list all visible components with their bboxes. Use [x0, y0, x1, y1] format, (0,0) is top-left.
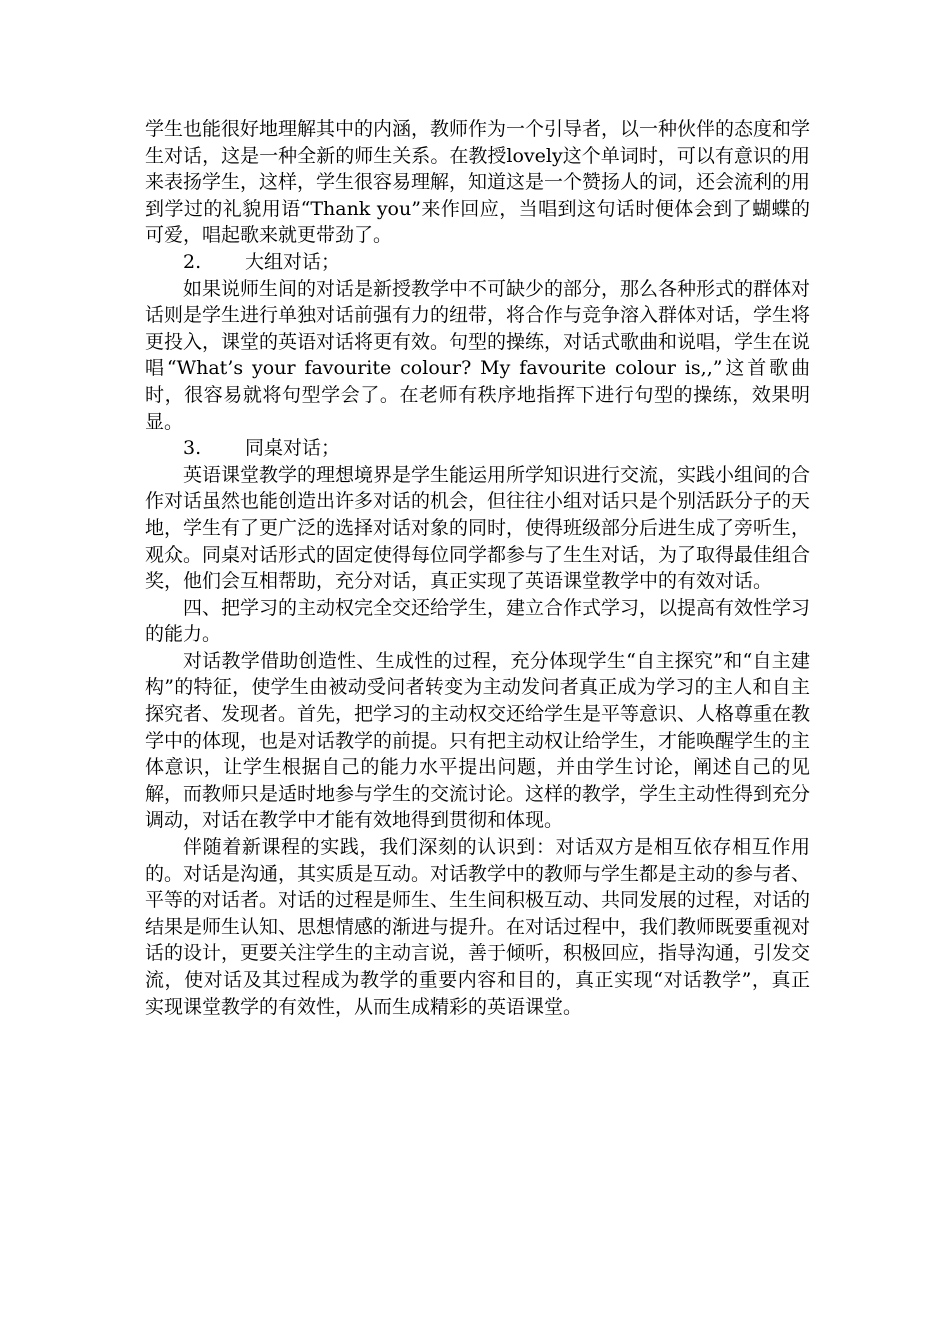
section-heading: 四、把学习的主动权完全交还给学生，建立合作式学习，以提高有效性学习的能力。	[145, 596, 811, 646]
list-item-title: 同桌对话；	[245, 437, 341, 460]
paragraph-section-four: 对话教学借助创造性、生成性的过程，充分体现学生“自主探究”和“自主建构”的特征，使学生由被动受问者转变为主动发问者真正成为学习的主人和自主探究者、发现者。首先，把学习的主动权交还给学生是平等意识、人格尊重在教学中的体现，也是对话教学的前提。只有把主动权让给学生，才能唤醒学生的主体意识，让学生根据自己的能力水平提出问题，并由学生讨论，阐述自己的见解，而教师只是适时地参与学生的交流讨论。这样的教学，学生主动性得到充分调动，对话在教学中才能有效地得到贯彻和体现。	[145, 649, 811, 832]
list-item-group-dialogue	[145, 249, 810, 276]
list-item-number: 3.	[183, 437, 202, 460]
paragraph-group-dialogue: 如果说师生间的对话是新授教学中不可缺少的部分，那么各种形式的群体对话则是学生进行单独对话前强有力的纽带，将合作与竞争溶入群体对话，学生将更投入，课堂的英语对话将更有效。句型的操练，对话式歌曲和说唱，学生在说唱“What’s your favourite colour? My favourite colour is,,”这首歌曲时，很容易就将句型学会了。在老师有秩序地指挥下进行句型的操练，效果明显。	[145, 277, 811, 433]
list-item-title: 大组对话；	[245, 250, 341, 273]
paragraph-pair-dialogue: 英语课堂教学的理想境界是学生能运用所学知识进行交流，实践小组间的合作对话虽然也能创造出许多对话的机会，但往往小组对话只是个别活跃分子的天地，学生有了更广泛的选择对话对象的同时，使得班级部分后进生成了旁听生，观众。同桌对话形式的固定使得每位同学都参与了生生对话，为了取得最佳组合奖，他们会互相帮助，充分对话，真正实现了英语课堂教学中的有效对话。	[145, 463, 811, 593]
document-body	[145, 116, 810, 1020]
list-item-pair-dialogue	[145, 435, 810, 462]
list-item-number: 2.	[183, 250, 202, 273]
paragraph-conclusion: 伴随着新课程的实践，我们深刻的认识到：对话双方是相互依存相互作用的。对话是沟通，其实质是互动。对话教学中的教师与学生都是主动的参与者、平等的对话者。对话的过程是师生、生生间积极互动、共同发展的过程，对话的结果是师生认知、思想情感的渐进与提升。在对话过程中，我们教师既要重视对话的设计，更要关注学生的主动言说，善于倾听，积极回应，指导沟通，引发交流，使对话及其过程成为教学的重要内容和目的，真正实现“对话教学”，真正实现课堂教学的有效性，从而生成精彩的英语课堂。	[145, 836, 811, 1018]
paragraph-continued: 学生也能很好地理解其中的内涵，教师作为一个引导者，以一种伙伴的态度和学生对话，这是一种全新的师生关系。在教授lovely这个单词时，可以有意识的用来表扬学生，这样，学生很容易理解，知道这是一个赞扬人的词，还会流利的用到学过的礼貌用语“Thank you”来作回应，当唱到这句话时便体会到了蝴蝶的可爱，唱起歌来就更带劲了。	[145, 118, 811, 247]
